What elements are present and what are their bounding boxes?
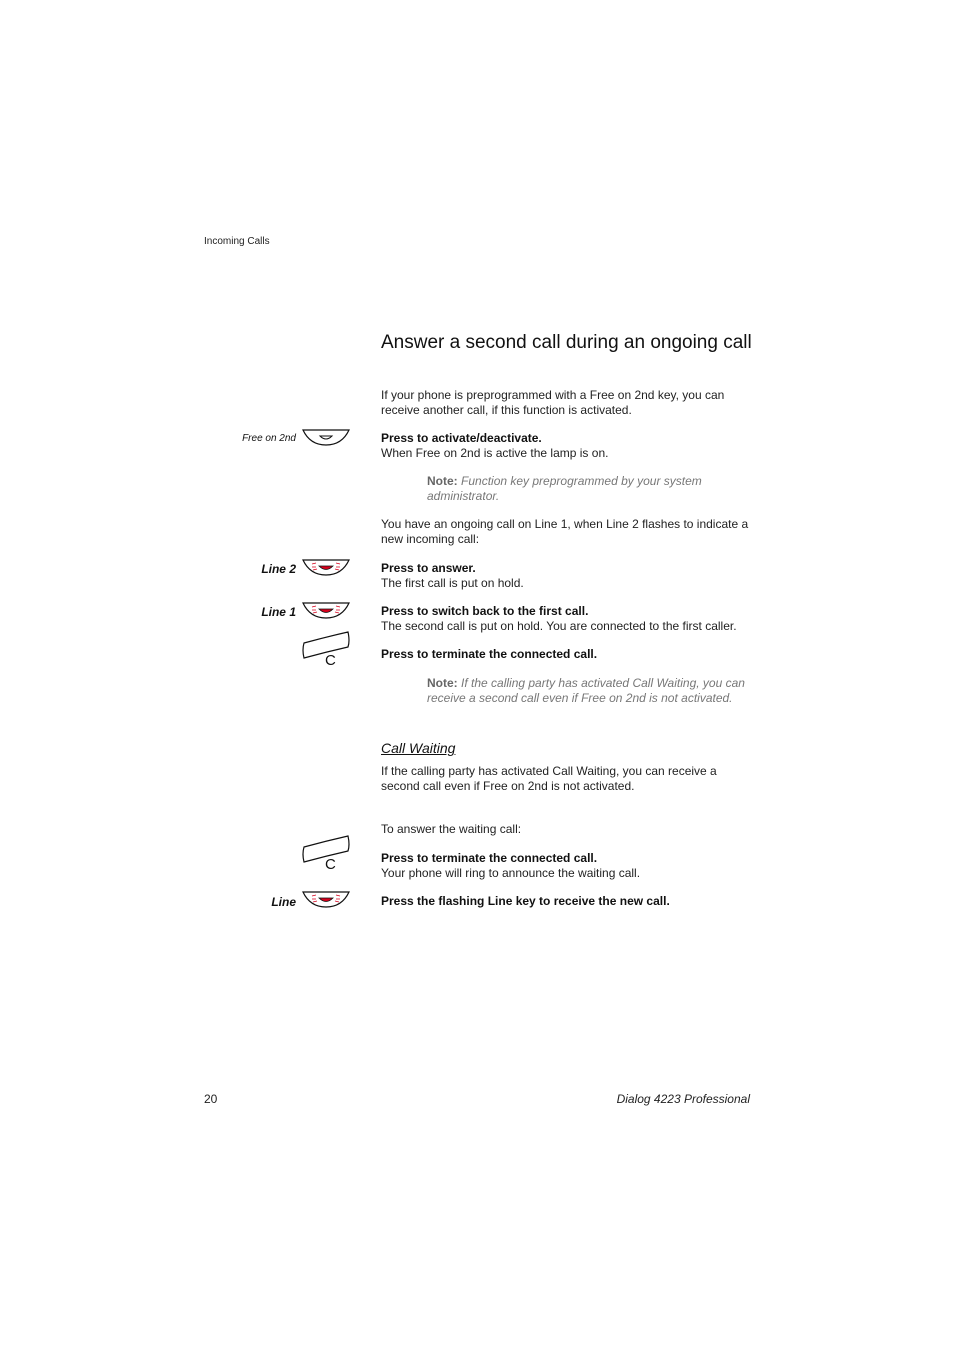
- page-title: Answer a second call during an ongoing call: [381, 332, 752, 353]
- intro-paragraph: If your phone is preprogrammed with a Free on 2nd key, you can receive another call, if this function is activated.: [381, 388, 725, 417]
- step-line-action: [381, 894, 756, 909]
- note-text: Function key preprogrammed by your system administrator.: [427, 474, 702, 503]
- note-label: Note:: [427, 676, 458, 690]
- note-text: If the calling party has activated Call Waiting, you can receive a second call even if Free on 2nd is not activated.: [427, 676, 745, 705]
- note-call-waiting: [427, 676, 757, 706]
- call-waiting-heading: Call Waiting: [381, 740, 456, 756]
- step-line2-detail: The first call is put on hold.: [381, 576, 524, 590]
- step-clear2-action: [381, 851, 756, 881]
- note-function-key: [427, 474, 757, 504]
- step-line2-action: [381, 561, 756, 591]
- step-line2-action-text: Press to answer.: [381, 561, 476, 575]
- step-clear1-action: [381, 647, 756, 662]
- line-key-icon[interactable]: [302, 891, 350, 909]
- step-free-action-text: Press to activate/deactivate.: [381, 431, 542, 445]
- call-waiting-paragraph: If the calling party has activated Call Waiting, you can receive a second call even if Free on 2nd is not activated.: [381, 764, 717, 793]
- line-1-key-label: Line 1: [261, 605, 296, 619]
- free-on-2nd-key-label: Free on 2nd: [242, 433, 296, 444]
- clear-key-letter: C: [325, 856, 336, 873]
- step-line1-detail: The second call is put on hold. You are connected to the first caller.: [381, 619, 737, 633]
- step-clear1-action-text: Press to terminate the connected call.: [381, 647, 598, 661]
- step-line-action-text: Press the flashing Line key to receive the new call.: [381, 894, 670, 908]
- product-name: Dialog 4223 Professional: [616, 1092, 750, 1106]
- page-number: 20: [204, 1092, 218, 1106]
- step-line1-action-text: Press to switch back to the first call.: [381, 604, 589, 618]
- step-clear2-action-text: Press to terminate the connected call.: [381, 851, 598, 865]
- step-clear2-detail: Your phone will ring to announce the waiting call.: [381, 866, 641, 880]
- clear-key-letter: C: [325, 652, 336, 669]
- line-key-label: Line: [271, 895, 296, 909]
- step-free-action: [381, 431, 756, 461]
- step-free-detail: When Free on 2nd is active the lamp is on.: [381, 446, 609, 460]
- function-key-icon[interactable]: [302, 429, 350, 447]
- ongoing-call-paragraph: You have an ongoing call on Line 1, when Line 2 flashes to indicate a new incoming call:: [381, 517, 749, 546]
- line-1-key-icon[interactable]: [302, 602, 350, 620]
- line-2-key-label: Line 2: [261, 562, 296, 576]
- to-answer-paragraph: To answer the waiting call:: [381, 822, 522, 836]
- line-2-key-icon[interactable]: [302, 559, 350, 577]
- running-header: Incoming Calls: [204, 236, 270, 247]
- note-label: Note:: [427, 474, 458, 488]
- step-line1-action: [381, 604, 756, 634]
